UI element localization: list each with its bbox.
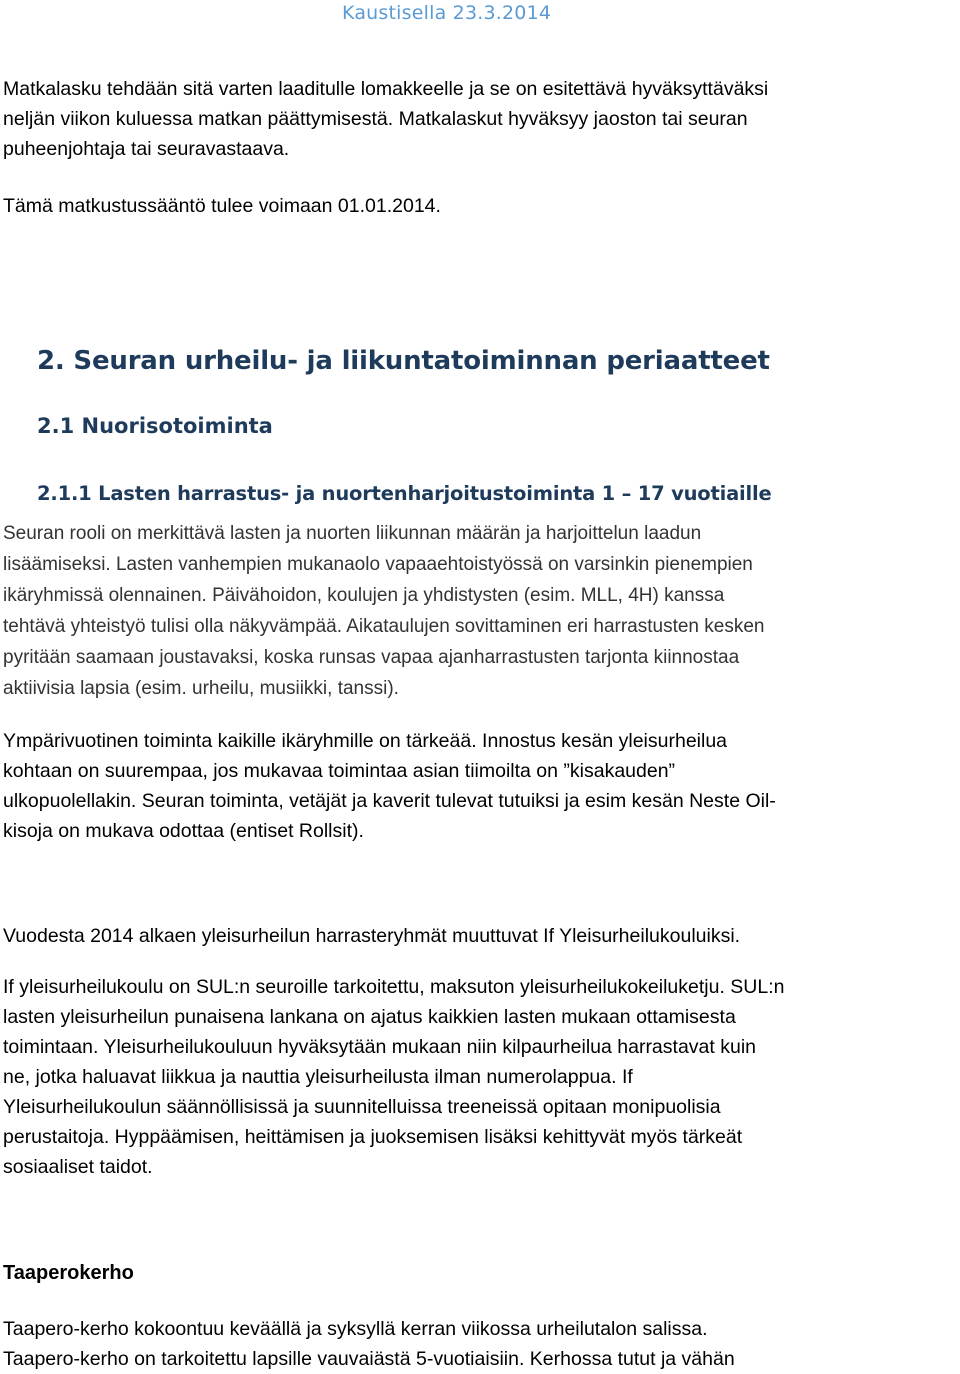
intro-line: neljän viikon kuluessa matkan päättymisestä. Matkalaskut hyväksyy jaoston tai seuran — [3, 108, 748, 130]
paragraph-line: aktiivisia lapsia (esim. urheilu, musiikki, tanssi). — [3, 678, 399, 699]
intro-line: Matkalasku tehdään sitä varten laaditulle lomakkeelle ja se on esitettävä hyväksyttäväksi — [3, 78, 769, 100]
if-school-intro-paragraph — [3, 921, 958, 951]
paragraph-line: lisäämiseksi. Lasten vanhempien mukanaolo vapaaehtoistyössä on varsinkin pienempien — [3, 554, 753, 575]
year-round-paragraph — [3, 726, 958, 846]
paragraph-line: Taapero-kerho on tarkoitettu lapsille vauvaiästä 5-vuotiaisiin. Kerhossa tutut ja vähän — [3, 1348, 735, 1370]
paragraph-line: If yleisurheilukoulu on SUL:n seuroille tarkoitettu, maksuton yleisurheilukokeiluketju. SUL:n — [3, 976, 785, 998]
paragraph-line: lasten yleisurheilun punaisena lankana on ajatus kaikkien lasten mukaan ottamisesta — [3, 1006, 736, 1028]
paragraph-line: ikäryhmissä olennainen. Päivähoidon, koulujen ja yhdistysten (esim. MLL, 4H) kanssa — [3, 585, 725, 606]
paragraph-line: sosiaaliset taidot. — [3, 1156, 153, 1178]
paragraph-line: toimintaan. Yleisurheilukouluun hyväksytään mukaan niin kilpaurheilua harrastavat kuin — [3, 1036, 756, 1058]
paragraph-line: Ympärivuotinen toiminta kaikille ikäryhmille on tärkeää. Innostus kesän yleisurheilua — [3, 730, 728, 752]
paragraph-line: tehtävä yhteistyö tulisi olla näkyvämpää. Aikataulujen sovittaminen eri harrastusten kesken — [3, 616, 765, 637]
taaperokerho-heading: Taaperokerho — [3, 1262, 134, 1284]
effective-date-line: Tämä matkustussääntö tulee voimaan 01.01.2014. — [3, 195, 441, 217]
youth-role-paragraph — [3, 518, 958, 704]
section-2-1-1-heading: 2.1.1 Lasten harrastus- ja nuortenharjoitustoiminta 1 – 17 vuotiaille — [37, 482, 772, 505]
paragraph-line: Taapero-kerho kokoontuu keväällä ja syksyllä kerran viikossa urheilutalon salissa. — [3, 1318, 708, 1340]
paragraph-line: ne, jotka haluavat liikkua ja nauttia yleisurheilusta ilman numerolappua. If — [3, 1066, 633, 1088]
section-2-1-heading: 2.1 Nuorisotoiminta — [37, 414, 273, 438]
intro-line: puheenjohtaja tai seuravastaava. — [3, 138, 290, 160]
if-school-description-paragraph — [3, 972, 958, 1182]
paragraph-line: kisoja on mukava odottaa (entiset Rollsit). — [3, 820, 364, 842]
paragraph-line: ulkopuolellakin. Seuran toiminta, vetäjät ja kaverit tulevat tutuiksi ja esim kesän Neste Oil- — [3, 790, 776, 812]
paragraph-line: perustaitoja. Hyppäämisen, heittämisen ja juoksemisen lisäksi kehittyvät myös tärkeät — [3, 1126, 743, 1148]
page-header-date: Kaustisella 23.3.2014 — [342, 2, 552, 24]
paragraph-line: Seuran rooli on merkittävä lasten ja nuorten liikunnan määrän ja harjoittelun laadun — [3, 523, 702, 544]
paragraph-line: pyritään saamaan joustavaksi, koska runsas vapaa ajanharrastusten tarjonta kiinnostaa — [3, 647, 740, 668]
paragraph-line: Vuodesta 2014 alkaen yleisurheilun harrasteryhmät muuttuvat If Yleisurheilukouluiksi. — [3, 925, 741, 947]
section-2-heading: 2. Seuran urheilu- ja liikuntatoiminnan periaatteet — [37, 346, 770, 376]
taaperokerho-paragraph — [3, 1314, 958, 1374]
paragraph-line: kohtaan on suurempaa, jos mukavaa toimintaa asian tiimoilta on ”kisakauden” — [3, 760, 676, 782]
intro-paragraph — [3, 74, 958, 164]
effective-date-paragraph — [3, 191, 958, 221]
paragraph-line: Yleisurheilukoulun säännöllisissä ja suunnitelluissa treeneissä opitaan monipuolisia — [3, 1096, 721, 1118]
